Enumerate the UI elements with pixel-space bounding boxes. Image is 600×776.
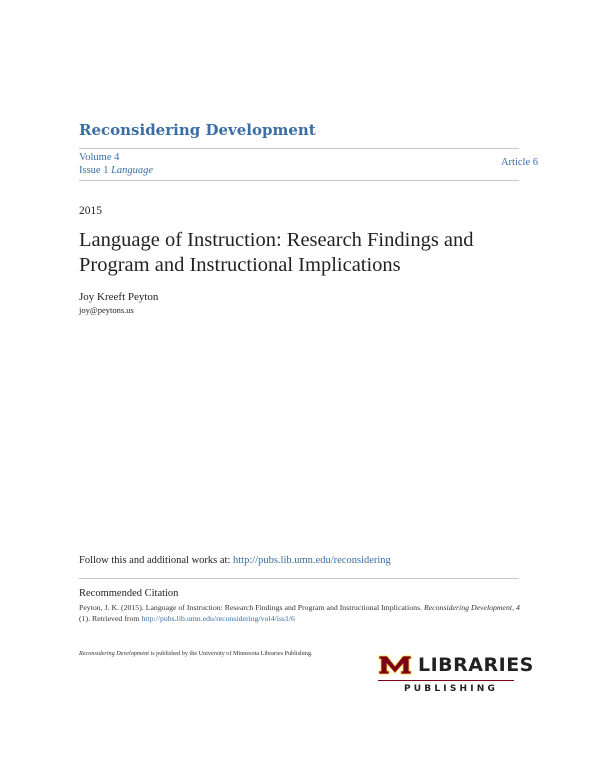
article-title-line-1: Language of Instruction: Research Findings and — [79, 229, 474, 251]
author-email[interactable]: joy@peytons.us — [79, 305, 134, 315]
issue-name: Language — [111, 165, 154, 176]
author-name: Joy Kreeft Peyton — [79, 291, 159, 303]
follow-text: Follow this and additional works at: — [79, 555, 233, 566]
header-rule-bottom — [79, 180, 519, 181]
citation-heading: Recommended Citation — [79, 588, 179, 599]
article-title — [79, 228, 519, 278]
publisher-note — [79, 650, 313, 657]
issue-prefix: Issue 1 — [79, 165, 109, 176]
citation-text-after: (1). Retrieved from — [79, 614, 142, 623]
citation-body — [79, 602, 524, 624]
university-m-logo-icon — [378, 654, 412, 676]
logo-wordmark: LIBRARIES — [418, 654, 534, 676]
article-number-link[interactable]: Article 6 — [500, 157, 538, 168]
article-title-line-2: Program and Instructional Implications — [79, 254, 401, 276]
citation-link[interactable]: http://pubs.lib.umn.edu/reconsidering/vol4/iss1/6 — [141, 614, 295, 623]
header-rule-top — [79, 148, 519, 149]
publisher-note-text: is published by the University of Minnesota Libraries Publishing. — [148, 650, 313, 657]
libraries-publishing-logo[interactable] — [378, 654, 534, 698]
logo-subtitle: PUBLISHING — [404, 684, 499, 694]
volume-link[interactable]: Volume 4 — [79, 152, 120, 163]
logo-divider — [378, 680, 514, 681]
citation-rule — [79, 578, 519, 579]
citation-text: Peyton, J. K. (2015). Language of Instruction: Research Findings and Program and Instructional Implications. — [79, 603, 424, 612]
follow-link[interactable]: http://pubs.lib.umn.edu/reconsidering — [233, 555, 391, 566]
journal-title[interactable]: Reconsidering Development — [79, 121, 316, 139]
publisher-note-journal: Reconsidering Development — [79, 650, 149, 657]
citation-journal: Reconsidering Development, 4 — [423, 603, 520, 612]
follow-line — [79, 555, 391, 566]
issue-link[interactable] — [79, 165, 153, 176]
publication-year: 2015 — [79, 205, 102, 217]
